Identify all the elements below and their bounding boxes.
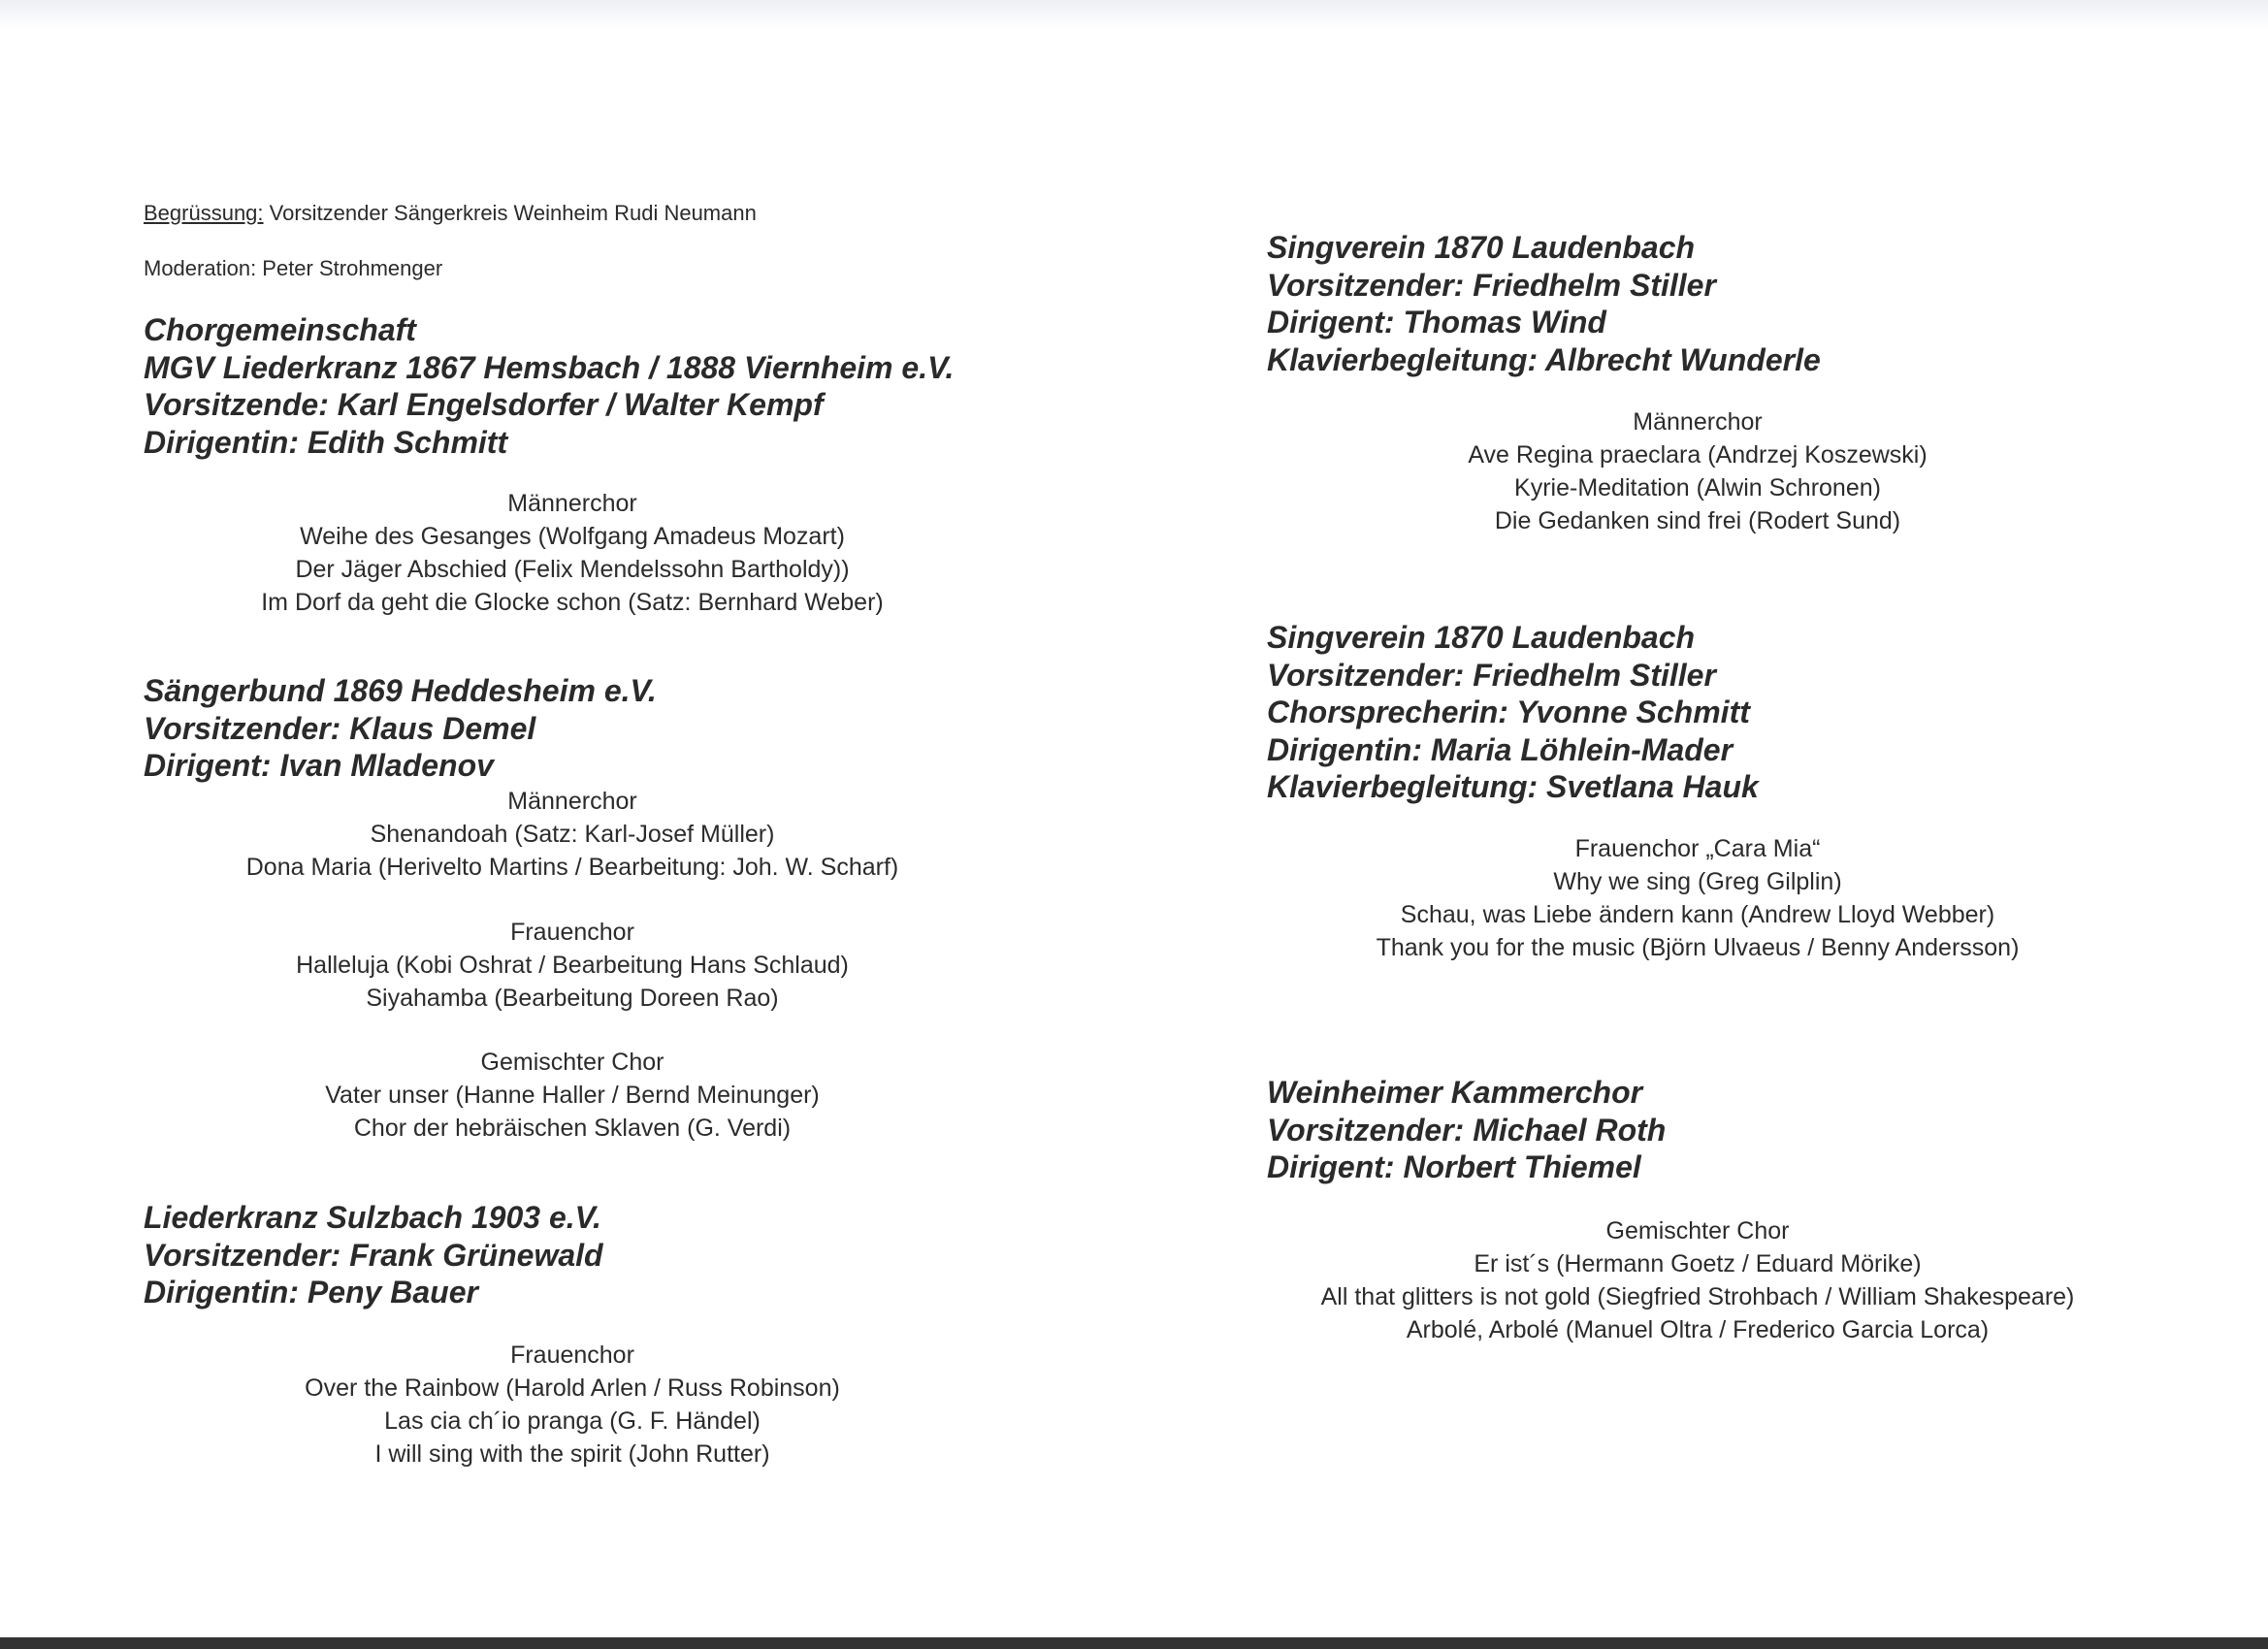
pianist-line: Klavierbegleitung: Albrecht Wunderle xyxy=(1267,341,1821,377)
moderation-line: Moderation: Peter Strohmenger xyxy=(144,256,443,280)
conductor-line: Dirigentin: Edith Schmitt xyxy=(144,424,508,460)
choir-type: Frauenchor xyxy=(510,919,634,946)
ensemble-name: Weinheimer Kammerchor xyxy=(1267,1075,1643,1110)
ensemble-header xyxy=(144,1199,603,1311)
chair-line: Vorsitzender: Michael Roth xyxy=(1267,1112,1667,1148)
choir-type: Männerchor xyxy=(507,788,637,815)
song-item: Chor der hebräischen Sklaven (G. Verdi) xyxy=(353,1115,792,1142)
ensemble-name: Singverein 1870 Laudenbach xyxy=(1267,620,1696,655)
chair-line: Vorsitzende: Karl Engelsdorfer / Walter Kempf xyxy=(144,387,824,422)
song-item: Im Dorf da geht die Glocke schon (Satz: Bernhard Weber) xyxy=(261,589,884,616)
song-item: Vater unser (Hanne Haller / Bernd Meinunger) xyxy=(325,1082,820,1109)
program-block xyxy=(1261,832,2134,964)
greeting-line xyxy=(144,201,757,226)
choir-type: Gemischter Chor xyxy=(480,1049,664,1076)
song-item: Der Jäger Abschied (Felix Mendelssohn Bartholdy)) xyxy=(295,556,850,583)
chair-line: Vorsitzender: Frank Grünewald xyxy=(144,1237,603,1273)
ensemble-name: Sängerbund 1869 Heddesheim e.V. xyxy=(144,673,657,708)
chair-line: Vorsitzender: Klaus Demel xyxy=(144,710,536,746)
program-block xyxy=(184,487,960,619)
ensemble-header xyxy=(144,672,657,785)
song-item: Die Gedanken sind frei (Rodert Sund) xyxy=(1494,507,1901,534)
song-item: I will sing with the spirit (John Rutter) xyxy=(374,1440,770,1468)
song-item: Halleluja (Kobi Oshrat / Bearbeitung Hans Schlaud) xyxy=(296,952,849,979)
paper-bottom-edge xyxy=(0,1637,2268,1649)
chair-line: Vorsitzender: Friedhelm Stiller xyxy=(1267,657,1716,693)
conductor-line: Dirigent: Norbert Thiemel xyxy=(1267,1149,1641,1184)
ensemble-name: Singverein 1870 Laudenbach xyxy=(1267,230,1696,265)
program-block xyxy=(1261,405,2134,537)
choir-type: Männerchor xyxy=(507,490,637,517)
program-block xyxy=(184,785,960,884)
program-block xyxy=(184,1046,960,1145)
song-item: Kyrie-Meditation (Alwin Schronen) xyxy=(1514,474,1881,501)
conductor-line: Dirigent: Thomas Wind xyxy=(1267,305,1606,340)
choir-type: Frauenchor xyxy=(510,1342,634,1369)
ensemble-name: Liederkranz Sulzbach 1903 e.V. xyxy=(144,1200,601,1235)
program-block xyxy=(1261,1214,2134,1346)
song-item: Las cia ch´io pranga (G. F. Händel) xyxy=(384,1407,761,1435)
paper-top-edge xyxy=(0,0,2268,29)
song-item: Siyahamba (Bearbeitung Doreen Rao) xyxy=(366,985,779,1012)
ensemble-name: MGV Liederkranz 1867 Hemsbach / 1888 Viernheim e.V. xyxy=(144,349,955,385)
ensemble-header xyxy=(1267,1074,1666,1186)
choir-type: Frauenchor „Cara Mia“ xyxy=(1574,835,1821,862)
song-item: Schau, was Liebe ändern kann (Andrew Lloyd Webber) xyxy=(1400,901,1995,928)
song-item: Arbolé, Arbolé (Manuel Oltra / Frederico Garcia Lorca) xyxy=(1406,1316,1990,1343)
chair-line: Vorsitzender: Friedhelm Stiller xyxy=(1267,267,1716,303)
greeting-label: Begrüssung: xyxy=(144,201,264,225)
pianist-line: Klavierbegleitung: Svetlana Hauk xyxy=(1267,769,1759,804)
song-item: Over the Rainbow (Harold Arlen / Russ Robinson) xyxy=(305,1374,840,1402)
program-block xyxy=(184,1339,960,1471)
ensemble-name: Chorgemeinschaft xyxy=(144,312,416,347)
song-item: Ave Regina praeclara (Andrzej Koszewski) xyxy=(1468,441,1928,469)
conductor-line: Dirigentin: Maria Löhlein-Mader xyxy=(1267,731,1733,767)
greeting-text: Vorsitzender Sängerkreis Weinheim Rudi Neumann xyxy=(269,201,757,225)
song-item: Dona Maria (Herivelto Martins / Bearbeitung: Joh. W. Scharf) xyxy=(245,854,899,881)
conductor-line: Dirigent: Ivan Mladenov xyxy=(144,748,494,783)
choir-type: Männerchor xyxy=(1633,408,1763,436)
song-item: All that glitters is not gold (Siegfried Strohbach / William Shakespeare) xyxy=(1320,1283,2075,1310)
song-item: Er ist´s (Hermann Goetz / Eduard Mörike) xyxy=(1474,1250,1922,1277)
program-block xyxy=(184,916,960,1015)
ensemble-header xyxy=(1267,619,1759,806)
song-item: Weihe des Gesanges (Wolfgang Amadeus Mozart) xyxy=(300,523,845,550)
conductor-line: Dirigentin: Peny Bauer xyxy=(144,1275,478,1310)
choir-type: Gemischter Chor xyxy=(1605,1217,1790,1245)
song-item: Thank you for the music (Björn Ulvaeus / Benny Andersson) xyxy=(1376,934,2020,961)
song-item: Shenandoah (Satz: Karl-Josef Müller) xyxy=(370,821,775,848)
ensemble-header xyxy=(1267,229,1821,378)
spokesperson-line: Chorsprecherin: Yvonne Schmitt xyxy=(1267,695,1750,729)
song-item: Why we sing (Greg Gilplin) xyxy=(1553,868,1842,895)
ensemble-header xyxy=(144,311,954,461)
